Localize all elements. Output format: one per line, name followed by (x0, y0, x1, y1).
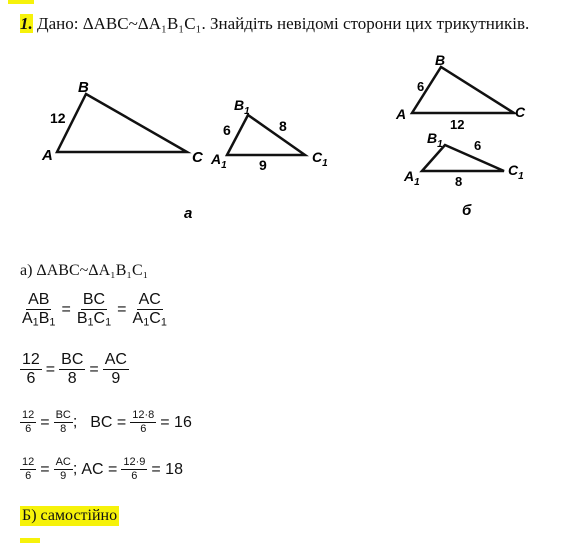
fraction-ac-a1c1: $\frac{AC}{A_1C_1}$ (132, 291, 167, 329)
fraction-12x9-6: $\frac{12\cdot 9}{6}$ (123, 456, 146, 482)
fraction-bc-b1c1: $\frac{BC}{B_1C_1}$ (76, 291, 112, 329)
fraction-12x8-6: $\frac{12\cdot 8}{6}$ (132, 409, 155, 435)
label-c1: $C_1$ (508, 162, 524, 182)
ac-computation: $\frac{12}{6}$ = $\frac{AC}{9}$ ; AC = $\frac{12\cdot 9}{6}$ = 18 (20, 457, 187, 482)
triangle-a1b1c1-a (227, 115, 305, 155)
part-a-title: а) ΔABC~ΔA₁B₁C₁ (20, 262, 149, 279)
triangle-abc-b (412, 67, 514, 113)
side-ab-label: 6 (417, 79, 425, 94)
side-a1c1-label: 9 (259, 157, 267, 173)
figure-a-caption: а (184, 205, 193, 222)
bc-result: = 16 (160, 413, 192, 431)
label-a: A (42, 147, 53, 164)
label-b: B (435, 55, 446, 68)
label-b: B (78, 80, 89, 96)
triangle-abc-a (57, 94, 187, 152)
fraction-ab-a1b1: $\frac{AB}{A_1B_1}$ (22, 291, 56, 329)
part-b-title: Б) самостійно (22, 507, 118, 524)
side-b1c1-label: 6 (474, 138, 482, 153)
side-a1b1-label: 6 (223, 122, 231, 138)
fraction-bc-8-small: $\frac{BC}{8}$ (55, 409, 71, 435)
ratio-equation: $\frac{AB}{A_1B_1}$ = $\frac{BC}{B_1C_1}$ = $\frac{AC}{A_1C_1}$ (22, 291, 167, 329)
triangle-a1b1c1-b (422, 145, 504, 171)
label-b1: $B_1$ (427, 130, 443, 150)
bottom-highlight-strip (20, 538, 40, 543)
fraction-ac-9-small: $\frac{AC}{9}$ (55, 456, 71, 482)
side-b1c1-label: 8 (279, 118, 287, 134)
task-statement: ΔABC~ΔA₁B₁C₁. Знайдіть невідомі сторони цих трикутників. (82, 14, 530, 33)
label-c: C (192, 149, 203, 166)
fraction-12-6-small: $\frac{12}{6}$ (22, 409, 35, 435)
top-highlight-strip (8, 0, 34, 4)
label-b1: $B_1$ (234, 97, 250, 117)
fraction-12-6: $\frac{12}{6}$ (22, 351, 40, 387)
side-ac-label: 12 (450, 117, 465, 132)
figure-a (30, 80, 350, 230)
bc-computation: $\frac{12}{6}$ = $\frac{BC}{8}$ ; BC = $\frac{12\cdot 8}{6}$ = 16 (20, 410, 196, 435)
substitution-equation: $\frac{12}{6}$ = $\frac{BC}{8}$ = $\frac{AC}{9}$ (22, 351, 127, 387)
fraction-bc-8: $\frac{BC}{8}$ (61, 351, 84, 387)
side-a1c1-label: 8 (455, 174, 463, 189)
task-header (20, 14, 529, 34)
label-c: C (515, 104, 526, 120)
figure-b-caption: б (462, 202, 472, 219)
task-number: 1. (20, 14, 33, 33)
label-a1: $A_1$ (211, 151, 227, 171)
figure-b (390, 55, 550, 225)
fraction-ac-9: $\frac{AC}{9}$ (104, 351, 127, 387)
given-label: Дано: (37, 14, 79, 33)
label-c1: $C_1$ (312, 149, 328, 169)
side-ab-label: 12 (50, 110, 66, 126)
label-a1: $A_1$ (404, 168, 420, 188)
ac-result: = 18 (151, 460, 183, 478)
fraction-12-6-small: $\frac{12}{6}$ (22, 456, 35, 482)
label-a: A (396, 106, 407, 122)
